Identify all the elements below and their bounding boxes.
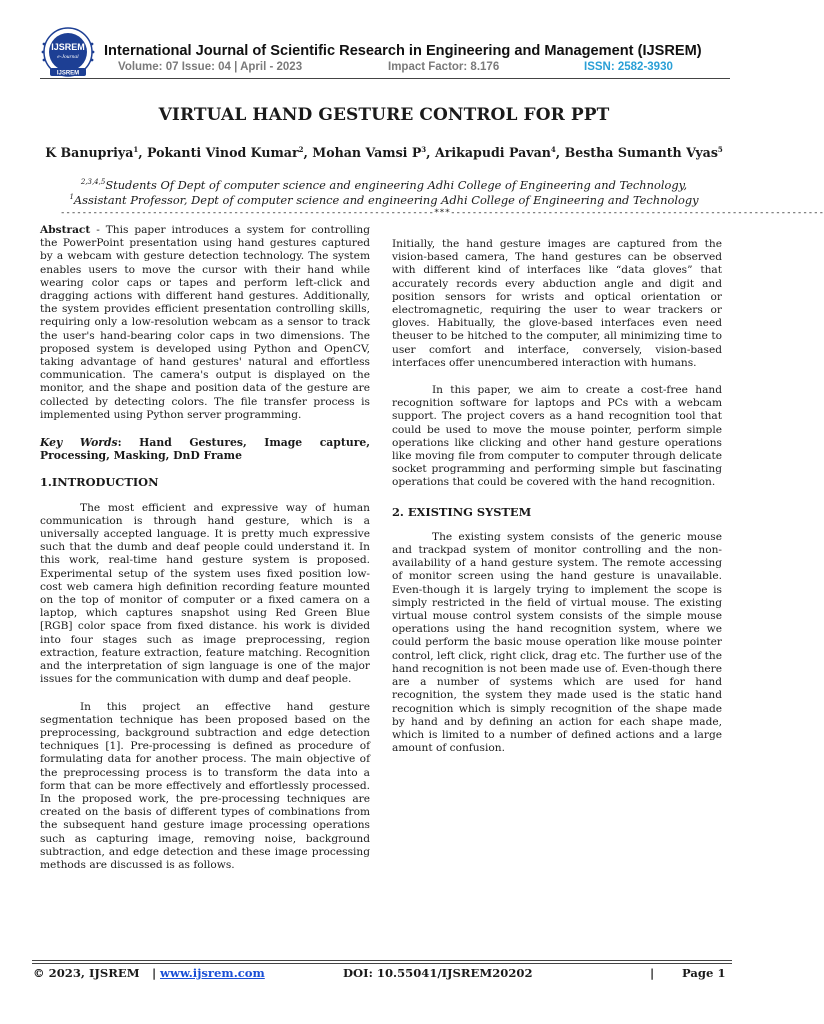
intro-paragraph-1: The most efficient and expressive way of human communication is through hand gesture, which is a universally accepted language. It is pretty much expressive such that the dumb and deaf people could understand it. In this work, real-time hand gesture system is proposed. Experimental setup of the system uses fixed position low-cost web camera high definition recording feature mounted on the top of monitor of computer or a fixed camera on a laptop, which captures snapshot using Red Green Blue [RGB] color space from fixed distance. his work is divided into four stages such as image preprocessing, region extraction, feature extraction, feature matching. Recognition and the interpretation of sign language is one of the major issues for the communication with dump and deaf people. — [40, 501, 370, 686]
impact-factor: Impact Factor: 8.176 — [388, 61, 500, 73]
intro-heading: 1.INTRODUCTION — [40, 475, 159, 490]
journal-logo — [38, 26, 98, 78]
author-name: Mohan Vamsi P — [312, 145, 422, 161]
paper-title: VIRTUAL HAND GESTURE CONTROL FOR PPT — [158, 105, 610, 125]
header-divider — [40, 78, 730, 79]
existing-system-paragraph: The existing system consists of the generic mouse and trackpad system of monitor controlling and the non-availability of a hand gesture system. The remote accessing of monitor screen using the hand gesture is unavailable. Even-though it is largely trying to implement the scope is simply restricted in the field of virtual mouse. The existing virtual mouse control system consists of the simple mouse operations using the hand recognition system, where we could perform the basic mouse operation like mouse pointer control, left click, right click, drag etc. The further use of the hand recognition is not been made use of. Even-though there are a number of systems which are used for hand recognition, the system they made used is the static hand recognition which is simply recognition of the shape made by hand and by defining an action for each shape made, which is limited to a number of defined actions and a large amount of confusion. — [392, 530, 722, 755]
author-name: Pokanti Vinod Kumar — [147, 145, 299, 161]
footer-divider — [32, 960, 732, 961]
affiliation-students: $^{2,3,4,5}$Students Of Dept of computer science and engineering Adhi College of Engineering and Technology, — [80, 178, 688, 192]
volume-info: Volume: 07 Issue: 04 | April - 2023 — [118, 61, 303, 73]
keywords — [40, 436, 370, 462]
affiliation-professor: $^1$Assistant Professor, Dept of computer science and engineering Adhi College of Engineering and Technology — [69, 193, 699, 207]
intro-paragraph-2: In this project an effective hand gesture segmentation technique has been proposed based on the preprocessing, background subtraction and edge detection techniques [1]. Pre-processing is defined as procedure of formulating data for another process. The main objective of the preprocessing process is to transform the data into a form that can be more effectively and effortlessly processed. In the proposed work, the pre-processing techniques are created on the basis of different types of combinations from the subsequent hand gesture image processing operations such as capturing image, removing noise, background subtraction, and edge detection and these image processing methods are discussed is as follows. — [40, 700, 370, 871]
author-list: K Banupriya$^1$, Pokanti Vinod Kumar$^2$, Mohan Vamsi $P^3$, Arikapudi Pavan$^4$, Bestha Sumanth Vyas$^5$ — [45, 145, 723, 161]
logo-text-top: IJSREM — [51, 42, 85, 52]
keywords-text: : Hand Gestures, Image capture, Processing, Masking, DnD Frame — [40, 436, 371, 463]
journal-name: International Journal of Scientific Research in Engineering and Management (IJSREM) — [104, 43, 702, 59]
footer-separator: | — [152, 966, 157, 980]
keywords-label: Key Words — [40, 436, 118, 450]
section-separator: ---------------------------------------------------------------------***--------------------------------------------------------------------- — [60, 208, 824, 218]
footer-divider — [32, 963, 732, 964]
left-column — [40, 224, 370, 872]
author-name: Arikapudi Pavan — [434, 145, 551, 161]
logo-text-bottom: IJSREM — [56, 70, 80, 77]
footer-website-link[interactable]: www.ijsrem.com — [160, 966, 265, 980]
issn: ISSN: 2582-3930 — [584, 61, 673, 73]
footer-doi: DOI: 10.55041/IJSREM20202 — [343, 966, 533, 980]
abstract — [40, 224, 370, 422]
abstract-label: Abstract — [40, 224, 91, 236]
right-paragraph-2: In this paper, we aim to create a cost-free hand recognition software for laptops and PCs with a webcam support. The project covers as a hand recognition tool that could be used to move the mouse pointer, perform simple operations like clicking and other hand gesture operations like moving file from computer to computer through delicate socket programming and performing simple but fascinating operations that could be covered with the hand recognition. — [392, 384, 722, 489]
footer-page-number: Page 1 — [682, 966, 726, 980]
logo-text-sub: e-Journal — [57, 54, 79, 60]
footer-separator: | — [650, 966, 655, 980]
abstract-text: - This paper introduces a system for controlling the PowerPoint presentation using hand gestures captured by a webcam with gesture detection technology. The system enables users to move the cursor with their hand while wearing color caps or tapes and perform left-click and dragging actions with different hand gestures. Additionally, the system provides efficient presentation controlling skills, requiring only a low-resolution webcam as a sensor to track the user's hand-bearing color caps in two dimensions. The proposed system is developed using Python and OpenCV, taking advantage of hand gestures' natural and effortless communication. The camera's output is displayed on the monitor, and the shape and position data of the gesture are collected by detecting colors. The file transfer process is implemented using Python server programming. — [40, 224, 370, 421]
existing-system-heading: 2. EXISTING SYSTEM — [392, 504, 532, 519]
author-name: Bestha Sumanth Vyas — [564, 145, 718, 161]
right-paragraph-1: Initially, the hand gesture images are captured from the vision-based camera, The hand gestures can be observed with different kind of interfaces like “data gloves” that accurately records every abduction angle and digit and position sensors for wrists and optical orientation or electromagnetic, requiring the user to wear trackers or gloves. Habitually, the glove-based interfaces even need theuser to be hitched to the computer, all minimizing time to user comfort and interface, conversely, vision-based interfaces offer unencumbered interaction with humans. — [392, 238, 722, 369]
footer-copyright: © 2023, IJSREM — [33, 966, 140, 980]
author-name: K Banupriya — [45, 145, 134, 161]
right-column — [392, 238, 722, 755]
